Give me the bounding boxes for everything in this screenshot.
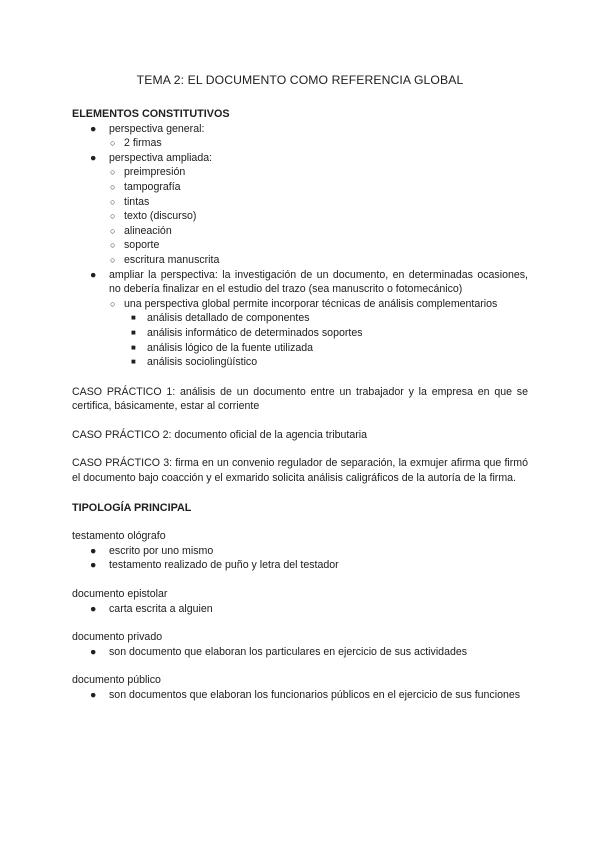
list-item: ○ preimpresión — [110, 166, 186, 179]
list-item: ■ análisis lógico de la fuente utilizada — [131, 341, 314, 354]
page-title: TEMA 2: EL DOCUMENTO COMO REFERENCIA GLOBAL — [136, 73, 464, 87]
elementos-list — [72, 122, 528, 370]
list-item: ● escrito por uno mismo — [90, 544, 214, 557]
circle-bullet-icon: ○ — [110, 240, 116, 251]
circle-bullet-icon: ○ — [110, 254, 116, 265]
circle-bullet-icon: ○ — [110, 167, 116, 178]
bullet-icon: ● — [90, 151, 97, 164]
tipologia-ologr-title: testamento ológrafo — [72, 530, 166, 543]
tipologia-epist-title: documento epistolar — [72, 588, 168, 601]
bullet-icon: ● — [90, 268, 97, 281]
list-item: ■ análisis informático de determinados soportes — [131, 326, 363, 339]
list-item: ○ tampografía — [110, 180, 181, 193]
circle-bullet-icon: ○ — [110, 196, 116, 207]
list-item: ○ una perspectiva global permite incorporar técnicas de análisis complementarios ■ análisis detallado de componentes ■ análisis informático de determinados soportes ■ análisis lógico de la fuente utilizada ■ análisis sociolingüístico — [109, 297, 528, 370]
sublist — [124, 311, 528, 369]
circle-bullet-icon: ○ — [110, 211, 116, 222]
pub-list — [72, 688, 528, 703]
caso-practico-1: CASO PRÁCTICO 1: análisis de un documento entre un trabajador y la empresa en que se certifica, básicamente, estar al corriente — [72, 385, 528, 413]
bullet-icon: ● — [90, 602, 97, 615]
circle-bullet-icon: ○ — [110, 225, 116, 236]
list-item: ○ alineación — [110, 224, 172, 237]
square-bullet-icon: ■ — [131, 313, 136, 323]
tipologia-pub-title: documento público — [72, 674, 161, 687]
list-item: ● ampliar la perspectiva: la investigación de un documento, en determinadas ocasiones, no debería finalizar en el estudio del trazo (sea manuscrito o fotomecánico) ○ una perspectiva global permite incorporar técnicas de análisis complementarios ■ análisis detallado de componentes ■ análisis informático de determinados soportes ■ análisis lógico de la fuente utilizada ■ análisis sociolingüístico — [90, 268, 528, 369]
list-item: ● perspectiva general: ○ 2 firmas — [72, 122, 528, 151]
section-heading-elementos: ELEMENTOS CONSTITUTIVOS — [72, 108, 230, 120]
list-item: ■ análisis sociolingüístico — [131, 356, 258, 369]
caso-practico-3: CASO PRÁCTICO 3: firma en un convenio regulador de separación, la exmujer afirma que firmó el documento bajo coacción y el exmarido solicita análisis caligráficos de la autoría de la firma. — [72, 457, 528, 485]
priv-list — [72, 645, 528, 660]
list-item: ○ tintas — [110, 195, 150, 208]
sublist — [109, 136, 528, 151]
circle-bullet-icon: ○ — [110, 138, 116, 149]
ologr-list — [72, 544, 528, 573]
sublist — [109, 165, 528, 267]
list-item: ● son documentos que elaboran los funcionarios públicos en el ejercicio de sus funciones — [90, 689, 521, 701]
list-item: ○ 2 firmas — [110, 137, 162, 150]
circle-bullet-icon: ○ — [110, 181, 116, 192]
bullet-icon: ● — [90, 645, 97, 658]
square-bullet-icon: ■ — [131, 327, 136, 337]
list-item: ○ escritura manuscrita — [110, 253, 220, 266]
list-item: ■ análisis detallado de componentes — [131, 312, 310, 325]
list-item: ● son documento que elaboran los particulares en ejercicio de sus actividades — [90, 645, 468, 658]
square-bullet-icon: ■ — [131, 357, 136, 367]
sublist — [109, 297, 528, 370]
list-item: ○ soporte — [110, 239, 160, 252]
circle-bullet-icon: ○ — [110, 298, 116, 309]
tipologia-priv-title: documento privado — [72, 631, 163, 644]
caso-practico-2: CASO PRÁCTICO 2: documento oficial de la agencia tributaria — [72, 428, 367, 441]
bullet-icon: ● — [90, 689, 97, 701]
bullet-icon: ● — [90, 544, 97, 557]
list-item: ● perspectiva ampliada: ○ preimpresión ○ tampografía ○ tintas ○ texto (discurso) ○ alineación ○ soporte ○ escritura manuscrita — [72, 151, 528, 268]
square-bullet-icon: ■ — [131, 342, 136, 352]
document-body — [72, 107, 528, 703]
bullet-icon: ● — [90, 122, 97, 135]
list-item: ● testamento realizado de puño y letra del testador — [90, 559, 339, 572]
epist-list — [72, 602, 528, 617]
list-item: ● carta escrita a alguien — [90, 602, 213, 615]
bullet-icon: ● — [90, 559, 97, 572]
section-heading-tipologia: TIPOLOGÍA PRINCIPAL — [72, 501, 192, 514]
list-item: ○ texto (discurso) — [110, 210, 197, 223]
